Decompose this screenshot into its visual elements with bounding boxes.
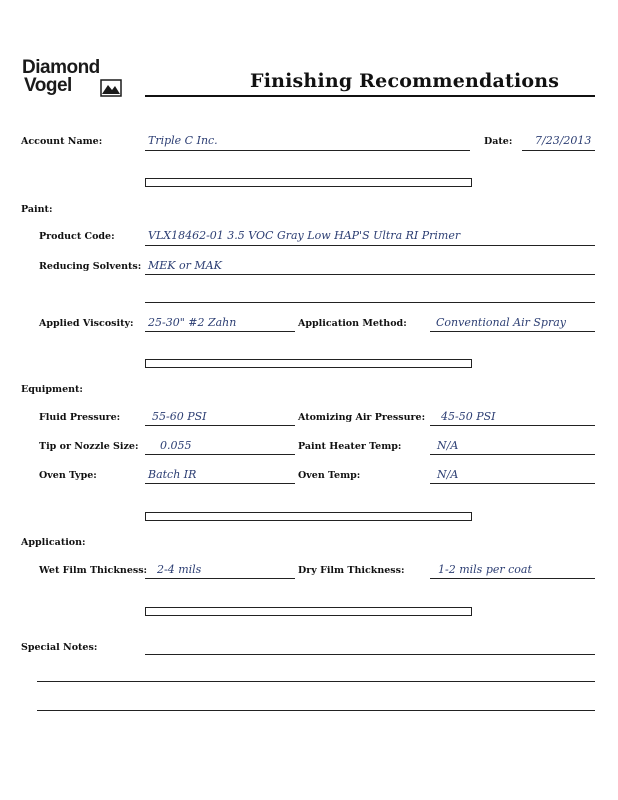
atomizing-air-pressure-line bbox=[430, 425, 595, 426]
atomizing-air-pressure-label: Atomizing Air Pressure: bbox=[298, 412, 426, 423]
diamond-logo-icon bbox=[100, 79, 122, 97]
product-code-label: Product Code: bbox=[39, 231, 115, 242]
oven-temp-label: Oven Temp: bbox=[298, 470, 361, 481]
date-label: Date: bbox=[484, 136, 513, 147]
date-line bbox=[522, 150, 595, 151]
applied-viscosity-line bbox=[145, 331, 295, 332]
product-code-line bbox=[145, 245, 595, 246]
separator-box bbox=[145, 178, 472, 187]
reducing-solvents-label: Reducing Solvents: bbox=[39, 261, 142, 272]
oven-temp-line bbox=[430, 483, 595, 484]
applied-viscosity-value[interactable]: 25-30" #2 Zahn bbox=[148, 316, 237, 329]
paint-heater-temp-value[interactable]: N/A bbox=[437, 439, 459, 452]
reducing-solvents-line-2 bbox=[145, 302, 595, 303]
account-name-label: Account Name: bbox=[21, 136, 103, 147]
title-rule bbox=[145, 95, 595, 97]
dry-film-line bbox=[430, 578, 595, 579]
paint-heater-temp-line bbox=[430, 454, 595, 455]
wet-film-line bbox=[145, 578, 295, 579]
application-method-line bbox=[430, 331, 595, 332]
oven-type-value[interactable]: Batch IR bbox=[148, 468, 197, 481]
oven-type-line bbox=[145, 483, 295, 484]
separator-box bbox=[145, 607, 472, 616]
tip-size-label: Tip or Nozzle Size: bbox=[39, 441, 139, 452]
tip-size-line bbox=[145, 454, 295, 455]
dry-film-value[interactable]: 1-2 mils per coat bbox=[438, 563, 532, 576]
logo-line-2: Vogel bbox=[24, 75, 72, 96]
dry-film-label: Dry Film Thickness: bbox=[298, 565, 405, 576]
application-method-value[interactable]: Conventional Air Spray bbox=[436, 316, 566, 329]
reducing-solvents-value[interactable]: MEK or MAK bbox=[148, 259, 222, 272]
page-title: Finishing Recommendations bbox=[250, 70, 560, 92]
separator-box bbox=[145, 359, 472, 368]
atomizing-air-pressure-value[interactable]: 45-50 PSI bbox=[441, 410, 496, 423]
fluid-pressure-label: Fluid Pressure: bbox=[39, 412, 121, 423]
application-method-label: Application Method: bbox=[298, 318, 407, 329]
special-notes-line-2[interactable] bbox=[37, 681, 595, 682]
diamond-vogel-logo bbox=[22, 58, 122, 100]
account-name-value[interactable]: Triple C Inc. bbox=[148, 134, 218, 147]
applied-viscosity-label: Applied Viscosity: bbox=[39, 318, 134, 329]
wet-film-value[interactable]: 2-4 mils bbox=[157, 563, 202, 576]
fluid-pressure-value[interactable]: 55-60 PSI bbox=[152, 410, 207, 423]
logo-line-1: Diamond bbox=[22, 57, 100, 78]
application-section-label: Application: bbox=[21, 537, 86, 548]
special-notes-line-1[interactable] bbox=[145, 654, 595, 655]
wet-film-label: Wet Film Thickness: bbox=[39, 565, 148, 576]
separator-box bbox=[145, 512, 472, 521]
reducing-solvents-line bbox=[145, 274, 595, 275]
special-notes-line-3[interactable] bbox=[37, 710, 595, 711]
oven-temp-value[interactable]: N/A bbox=[437, 468, 459, 481]
product-code-value[interactable]: VLX18462-01 3.5 VOC Gray Low HAP'S Ultra RI Primer bbox=[148, 229, 461, 242]
date-value[interactable]: 7/23/2013 bbox=[535, 134, 592, 147]
paint-section-label: Paint: bbox=[21, 204, 53, 215]
equipment-section-label: Equipment: bbox=[21, 384, 83, 395]
special-notes-label: Special Notes: bbox=[21, 642, 98, 653]
oven-type-label: Oven Type: bbox=[39, 470, 97, 481]
paint-heater-temp-label: Paint Heater Temp: bbox=[298, 441, 402, 452]
fluid-pressure-line bbox=[145, 425, 295, 426]
account-name-line bbox=[145, 150, 470, 151]
tip-size-value[interactable]: 0.055 bbox=[160, 439, 192, 452]
